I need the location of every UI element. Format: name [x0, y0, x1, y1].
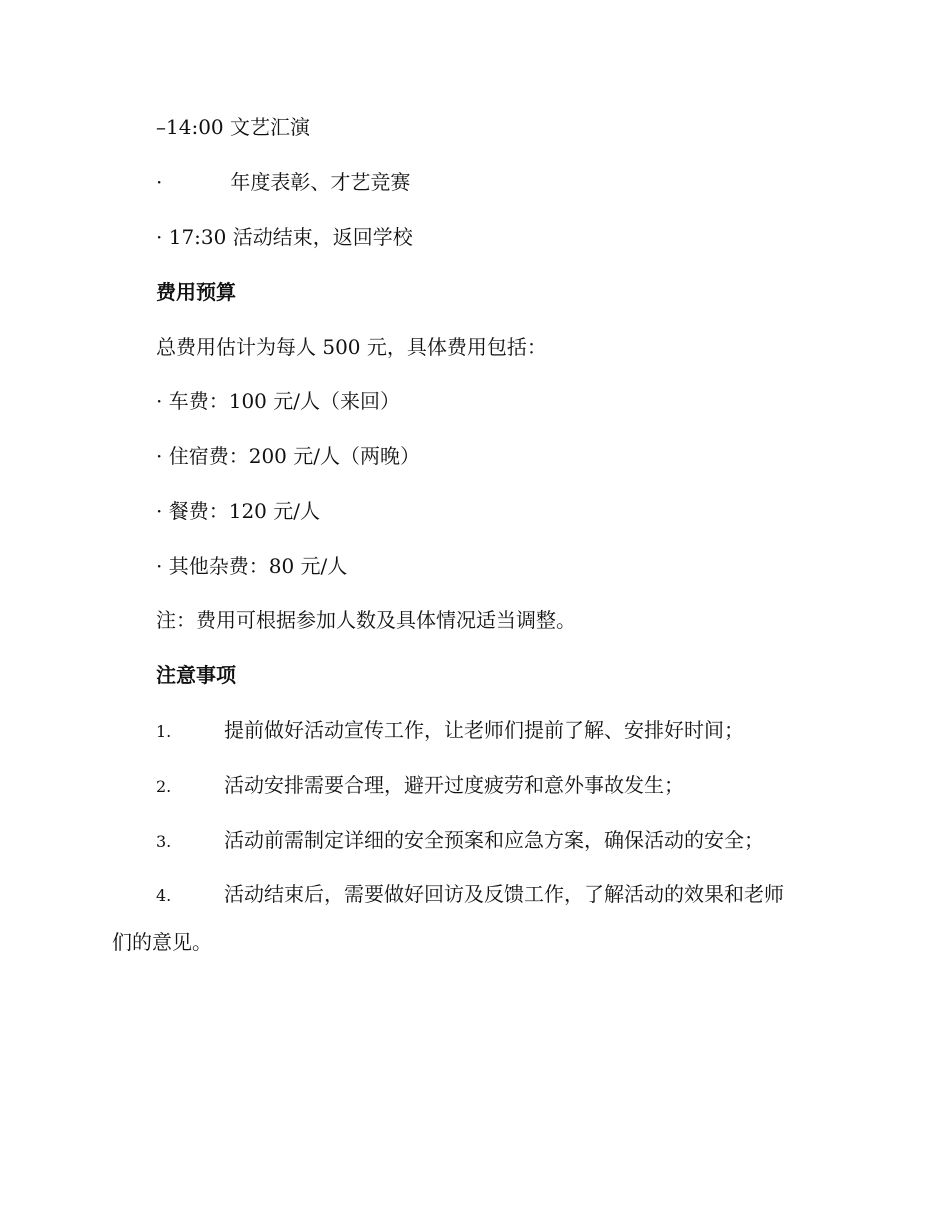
- notes-item: [156, 827, 764, 855]
- schedule-item-2: [156, 169, 410, 195]
- notes-item-number: 1.: [156, 722, 172, 741]
- schedule-item-2-text: 年度表彰、才艺竞赛: [230, 170, 411, 194]
- budget-item: · 车费：100 元/人（来回）: [156, 389, 400, 413]
- notes-item-number: 4.: [156, 886, 172, 905]
- schedule-item-1: –14:00 文艺汇演: [156, 115, 310, 139]
- notes-item: [156, 772, 684, 800]
- notes-item-text: 提前做好活动宣传工作，让老师们提前了解、安排好时间；: [224, 718, 744, 742]
- notes-item-text: 活动安排需要合理，避开过度疲劳和意外事故发生；: [224, 773, 684, 797]
- notes-item-number: 2.: [156, 777, 172, 796]
- notes-item: [156, 717, 744, 745]
- notes-heading: 注意事项: [156, 663, 236, 687]
- budget-item: · 餐费：120 元/人: [156, 499, 320, 523]
- budget-note: 注：费用可根据参加人数及具体情况适当调整。: [156, 608, 576, 632]
- budget-intro: 总费用估计为每人 500 元，具体费用包括：: [156, 335, 547, 359]
- budget-item: · 其他杂费：80 元/人: [156, 554, 348, 578]
- budget-heading: 费用预算: [156, 280, 236, 304]
- notes-item: [156, 881, 784, 909]
- schedule-item-3: · 17:30 活动结束，返回学校: [156, 225, 413, 249]
- notes-item-text: 活动前需制定详细的安全预案和应急方案，确保活动的安全；: [224, 828, 764, 852]
- notes-item-number: 3.: [156, 832, 172, 851]
- notes-item-continuation: 们的意见。: [112, 930, 212, 954]
- budget-item: · 住宿费：200 元/人（两晚）: [156, 444, 420, 468]
- bullet: ·: [156, 170, 163, 194]
- notes-item-text: 活动结束后，需要做好回访及反馈工作，了解活动的效果和老师: [224, 882, 784, 906]
